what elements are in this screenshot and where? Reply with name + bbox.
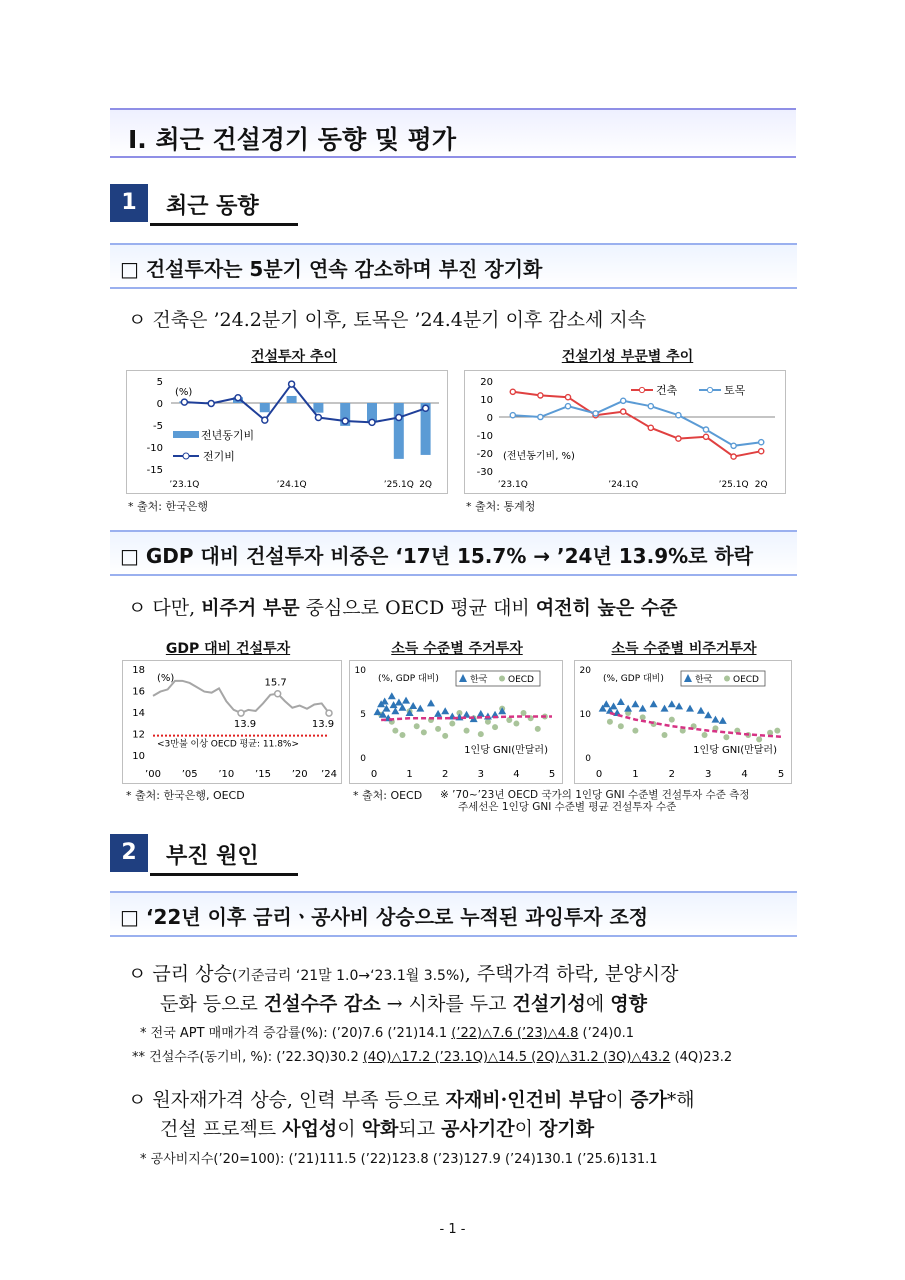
bullet-4-bold-a: 자재비·인건비 부담 <box>445 1089 606 1111</box>
korea-point <box>388 692 396 699</box>
line-point <box>315 415 321 421</box>
korea-point <box>711 716 719 723</box>
korea-point <box>650 700 658 707</box>
oecd-point <box>392 728 398 734</box>
section-1-number: 1 <box>110 184 148 222</box>
x-tick-label: ’23.1Q <box>497 480 528 490</box>
y-tick-label: 0 <box>585 754 591 764</box>
line-point <box>289 381 295 387</box>
legend-label: 한국 <box>695 675 713 685</box>
oecd-point <box>464 728 470 734</box>
line-point <box>510 413 515 418</box>
legend-bar-swatch <box>173 431 199 438</box>
line-point <box>510 389 515 394</box>
oecd-point <box>702 732 708 738</box>
y-tick-label: 20 <box>579 666 591 676</box>
bullet-4-text-f: 되고 <box>398 1118 442 1140</box>
highlight-point <box>238 710 244 716</box>
x-tick-label: 2Q <box>754 480 768 490</box>
line-point <box>648 404 653 409</box>
line-point <box>731 454 736 459</box>
box-heading-2 <box>110 530 797 576</box>
section-2-title: 부진 원인 <box>166 844 259 869</box>
line-point <box>342 418 348 424</box>
chart-4-title: 소득 수준별 주거투자 <box>391 641 523 657</box>
oecd-point <box>521 710 527 716</box>
y-unit-label: (%) <box>175 387 193 398</box>
korea-point <box>374 708 382 715</box>
oecd-point <box>399 732 405 738</box>
legend-oecd-marker <box>724 676 730 682</box>
oecd-point <box>618 723 624 729</box>
chart-1-title: 건설투자 추이 <box>250 349 338 365</box>
y-tick-label: -15 <box>146 465 163 476</box>
x-tick-label: ’24 <box>321 769 337 780</box>
y-tick-label: 10 <box>132 751 145 762</box>
y-tick-label: -10 <box>146 443 163 454</box>
bullet-2-bold-a: 비주거 부문 <box>201 597 300 619</box>
line-point <box>648 425 653 430</box>
korea-point <box>395 698 403 705</box>
x-tick-label: 4 <box>513 769 520 780</box>
bullet-3-line-2 <box>160 989 647 1016</box>
korea-point <box>416 705 424 712</box>
source-4: * 출처: OECD <box>353 789 423 802</box>
line-point <box>565 395 570 400</box>
bullet-3-bold-b: 건설기성 <box>512 993 586 1015</box>
section-2-underline <box>150 873 298 876</box>
oecd-average-label: <3만불 이상 OECD 평균: 11.8%> <box>157 739 300 750</box>
bullet-4-bold-b: 증가 <box>630 1089 667 1111</box>
x-tick-label: 5 <box>777 769 785 780</box>
line-point <box>181 399 187 405</box>
source-2: * 출처: 통계청 <box>466 500 536 513</box>
bullet-3-text-a: ㅇ 금리 상승 <box>128 963 232 985</box>
chart-residential-investment <box>349 660 563 784</box>
x-tick-label: ’20 <box>291 769 308 780</box>
x-tick-label: ’24.1Q <box>276 480 307 490</box>
legend-marker <box>639 387 644 392</box>
note-orders-a: ** 건설수주(동기비, %): (’22.3Q)30.2 <box>132 1050 363 1065</box>
bullet-4-text-d: 건설 프로젝트 <box>160 1118 283 1140</box>
note-apt-price-b: (’22)△7.6 (’23)△4.8 <box>451 1026 579 1041</box>
bullet-4-line-1 <box>128 1085 695 1112</box>
data-label: 13.9 <box>233 719 257 731</box>
oecd-point <box>632 728 638 734</box>
x-tick-label: 3 <box>477 769 484 780</box>
y-tick-label: 0 <box>486 413 493 424</box>
x-tick-label: ’00 <box>145 769 161 780</box>
y-unit-label: (%, GDP 대비) <box>603 674 664 684</box>
oecd-point <box>449 721 455 727</box>
line-point <box>235 395 241 401</box>
oecd-point <box>478 731 484 737</box>
korea-point <box>441 707 449 714</box>
chart-5-title: 소득 수준별 비주거투자 <box>611 641 757 657</box>
legend-label: 전년동기비 <box>201 429 255 442</box>
oecd-point <box>640 714 646 720</box>
y-tick-label: -30 <box>476 467 493 478</box>
y-tick-label: 16 <box>132 686 145 698</box>
note-orders-b: (4Q)△17.2 (’23.1Q)△14.5 (2Q)△31.2 (3Q)△43.2 <box>362 1050 671 1065</box>
y-tick-label: 0 <box>156 399 163 410</box>
x-tick-label: 0 <box>595 769 603 780</box>
korea-point <box>409 702 417 709</box>
y-tick-label: 14 <box>132 708 145 719</box>
line-point <box>621 409 626 414</box>
line-point <box>369 419 375 425</box>
box-heading-3 <box>110 891 797 937</box>
chart-3-title: GDP 대비 건설투자 <box>165 641 291 657</box>
series-line <box>513 392 761 457</box>
note-4-line-2: 주세선은 1인당 GNI 수준별 평균 건설투자 수준 <box>458 801 677 813</box>
x-tick-label: ’10 <box>218 769 235 780</box>
bullet-2-text-a: ㅇ 다만, <box>128 597 202 619</box>
bullet-2-bold-b: 여전히 높은 수준 <box>535 597 678 619</box>
series-line <box>153 681 329 713</box>
note-orders-c: (4Q)23.2 <box>670 1050 733 1065</box>
line-point <box>703 427 708 432</box>
oecd-point <box>421 729 427 735</box>
bullet-1: ㅇ 건축은 ’24.2분기 이후, 토목은 ’24.4분기 이후 감소세 지속 <box>128 309 647 331</box>
x-tick-label: 4 <box>741 769 748 780</box>
oecd-point <box>442 733 448 739</box>
bullet-4-bold-c: 사업성 <box>282 1118 338 1140</box>
y-unit-label: (%, GDP 대비) <box>378 674 439 684</box>
korea-point <box>624 705 632 712</box>
y-unit-label: (%) <box>157 673 175 684</box>
korea-point <box>661 705 669 712</box>
korea-point <box>391 707 399 714</box>
legend-label: OECD <box>508 675 534 685</box>
note-apt-price-c: (’24)0.1 <box>578 1026 635 1041</box>
bullet-4-text-e: 이 <box>337 1118 362 1140</box>
korea-point <box>602 700 610 707</box>
bullet-3-text-b: , 주택가격 하락, 분양시장 <box>464 963 679 985</box>
oecd-point <box>774 728 780 734</box>
page-number: - 1 - <box>439 1222 466 1237</box>
data-label: 15.7 <box>264 677 287 689</box>
chart-gdp-construction <box>122 660 342 784</box>
line-point <box>676 413 681 418</box>
x-tick-label: 1 <box>632 769 639 780</box>
line-point <box>621 398 626 403</box>
bullet-4-bold-f: 장기화 <box>538 1118 595 1140</box>
korea-point <box>381 698 389 705</box>
line-point <box>593 411 598 416</box>
korea-point <box>639 705 647 712</box>
x-tick-label: 1 <box>406 769 413 780</box>
bullet-4-text-c: *해 <box>666 1089 695 1111</box>
oecd-point <box>492 724 498 730</box>
x-tick-label: 3 <box>705 769 712 780</box>
korea-point <box>668 700 676 707</box>
y-tick-label: -20 <box>476 449 493 460</box>
x-tick-label: ’25.1Q <box>718 480 749 490</box>
box-heading-1 <box>110 243 797 289</box>
line-point <box>423 405 429 411</box>
bullet-4-bold-d: 악화 <box>361 1118 399 1140</box>
y-tick-label: 5 <box>156 377 163 388</box>
korea-point <box>719 717 727 724</box>
box-heading-3-text: □ ‘22년 이후 금리ㆍ공사비 상승으로 누적된 과잉투자 조정 <box>120 905 649 929</box>
bullet-4-text-g: 이 <box>514 1118 539 1140</box>
x-tick-label: 2 <box>668 769 675 780</box>
y-tick-label: -10 <box>476 431 493 442</box>
x-tick-label: ’25.1Q <box>383 480 414 490</box>
note-cost-index: * 공사비지수(’20=100): (’21)111.5 (’22)123.8 (’23)127.9 (’24)130.1 (’25.6)131.1 <box>140 1152 658 1167</box>
line-point <box>396 415 402 421</box>
y-tick-label: 10 <box>480 395 493 406</box>
oecd-point <box>535 726 541 732</box>
korea-point <box>675 702 683 709</box>
section-2-number: 2 <box>110 834 148 872</box>
source-1: * 출처: 한국은행 <box>128 500 208 513</box>
line-point <box>759 440 764 445</box>
line-point <box>538 393 543 398</box>
oecd-point <box>662 732 668 738</box>
x-tick-label: 2 <box>442 769 449 780</box>
korea-point <box>610 702 618 709</box>
oecd-point <box>435 726 441 732</box>
y-tick-label: 10 <box>579 710 591 720</box>
line-point <box>538 414 543 419</box>
data-label: 13.9 <box>311 719 335 731</box>
highlight-point <box>326 710 332 716</box>
x-tick-label: 5 <box>548 769 556 780</box>
line-point <box>731 443 736 448</box>
legend-line-marker <box>183 453 189 459</box>
note-4-line-1: ※ ’70~’23년 OECD 국가의 1인당 GNI 수준별 건설투자 수준 측정 <box>440 789 750 801</box>
korea-point <box>427 699 435 706</box>
bullet-2 <box>128 593 678 620</box>
x-tick-label: 2Q <box>419 480 433 490</box>
line-point <box>208 400 214 406</box>
x-tick-label: ’23.1Q <box>169 480 200 490</box>
chart-2-title: 건설기성 부문별 추이 <box>561 349 694 365</box>
bullet-4-text-b: 이 <box>605 1089 631 1111</box>
korea-point <box>617 698 625 705</box>
y-tick-label: 10 <box>354 666 366 676</box>
oecd-point <box>414 723 420 729</box>
bullet-3-line-1 <box>128 959 678 986</box>
line-point <box>703 434 708 439</box>
korea-point <box>704 711 712 718</box>
oecd-point <box>513 721 519 727</box>
legend-label: 토목 <box>724 384 746 397</box>
bullet-3-text-e: 에 <box>585 993 611 1015</box>
korea-point <box>697 707 705 714</box>
legend-label: 건축 <box>656 384 678 397</box>
line-point <box>262 417 268 423</box>
legend-marker <box>707 387 712 392</box>
y-tick-label: 5 <box>360 710 366 720</box>
oecd-point <box>669 717 675 723</box>
legend-label: 한국 <box>470 675 488 685</box>
note-construction-orders <box>132 1046 732 1065</box>
bullet-4-bold-e: 공사기간 <box>441 1118 515 1140</box>
y-tick-label: -5 <box>153 421 163 432</box>
chart-construction-output <box>464 370 786 494</box>
korea-point <box>402 697 410 704</box>
legend-label: 전기비 <box>203 450 235 463</box>
x-axis-label: 1인당 GNI(만달러) <box>693 745 777 756</box>
bullet-4-text-a: ㅇ 원자재가격 상승, 인력 부족 등으로 <box>128 1089 446 1111</box>
x-tick-label: 0 <box>370 769 378 780</box>
highlight-point <box>275 691 281 697</box>
oecd-point <box>756 736 762 742</box>
legend-oecd-marker <box>499 676 505 682</box>
bullet-3-rate-note: (기준금리 ‘21말 1.0→‘23.1월 3.5%) <box>231 968 465 984</box>
bar <box>287 396 297 403</box>
legend-label: OECD <box>733 675 759 685</box>
y-unit-label: (전년동기비, %) <box>503 451 575 462</box>
main-title-box <box>110 108 796 158</box>
y-tick-label: 20 <box>480 377 493 388</box>
note-apt-price-a: * 전국 APT 매매가격 증감률(%): (’20)7.6 (’21)14.1 <box>140 1026 452 1041</box>
bullet-3-bold-c: 영향 <box>610 993 648 1015</box>
line-point <box>565 404 570 409</box>
note-apt-price <box>140 1022 634 1041</box>
oecd-point <box>485 719 491 725</box>
y-tick-label: 12 <box>132 729 145 741</box>
box-heading-1-text: □ 건설투자는 5분기 연속 감소하며 부진 장기화 <box>120 257 543 281</box>
bullet-2-text-b: 중심으로 OECD 평균 대비 <box>299 597 536 619</box>
bullet-3-bold-a: 건설수주 감소 <box>263 993 381 1015</box>
bullet-4-line-2 <box>160 1114 594 1141</box>
y-tick-label: 18 <box>132 665 145 676</box>
korea-point <box>631 700 639 707</box>
oecd-point <box>607 719 613 725</box>
oecd-point <box>723 734 729 740</box>
bar <box>394 403 404 459</box>
bar <box>313 403 323 413</box>
x-tick-label: ’05 <box>181 769 198 780</box>
source-3: * 출처: 한국은행, OECD <box>126 789 245 802</box>
line-point <box>759 449 764 454</box>
korea-point <box>477 710 485 717</box>
main-title: Ⅰ. 최근 건설경기 동향 및 평가 <box>128 125 456 154</box>
section-1-underline <box>150 223 298 226</box>
bullet-3-text-c: 둔화 등으로 <box>160 993 264 1015</box>
bar <box>260 403 270 412</box>
y-tick-label: 0 <box>360 754 366 764</box>
x-tick-label: ’15 <box>255 769 271 780</box>
section-1-title: 최근 동향 <box>166 194 259 219</box>
line-point <box>676 436 681 441</box>
box-heading-2-text: □ GDP 대비 건설투자 비중은 ‘17년 15.7% → ’24년 13.9%로 하락 <box>120 544 754 568</box>
korea-point <box>686 705 694 712</box>
x-tick-label: ’24.1Q <box>608 480 639 490</box>
korea-point <box>434 710 442 717</box>
bullet-3-text-d: → 시차를 두고 <box>380 993 513 1015</box>
x-axis-label: 1인당 GNI(만달러) <box>464 745 548 756</box>
korea-point <box>406 709 414 716</box>
series-line <box>513 401 761 446</box>
chart-construction-investment <box>126 370 448 494</box>
chart-nonresidential-investment <box>574 660 792 784</box>
